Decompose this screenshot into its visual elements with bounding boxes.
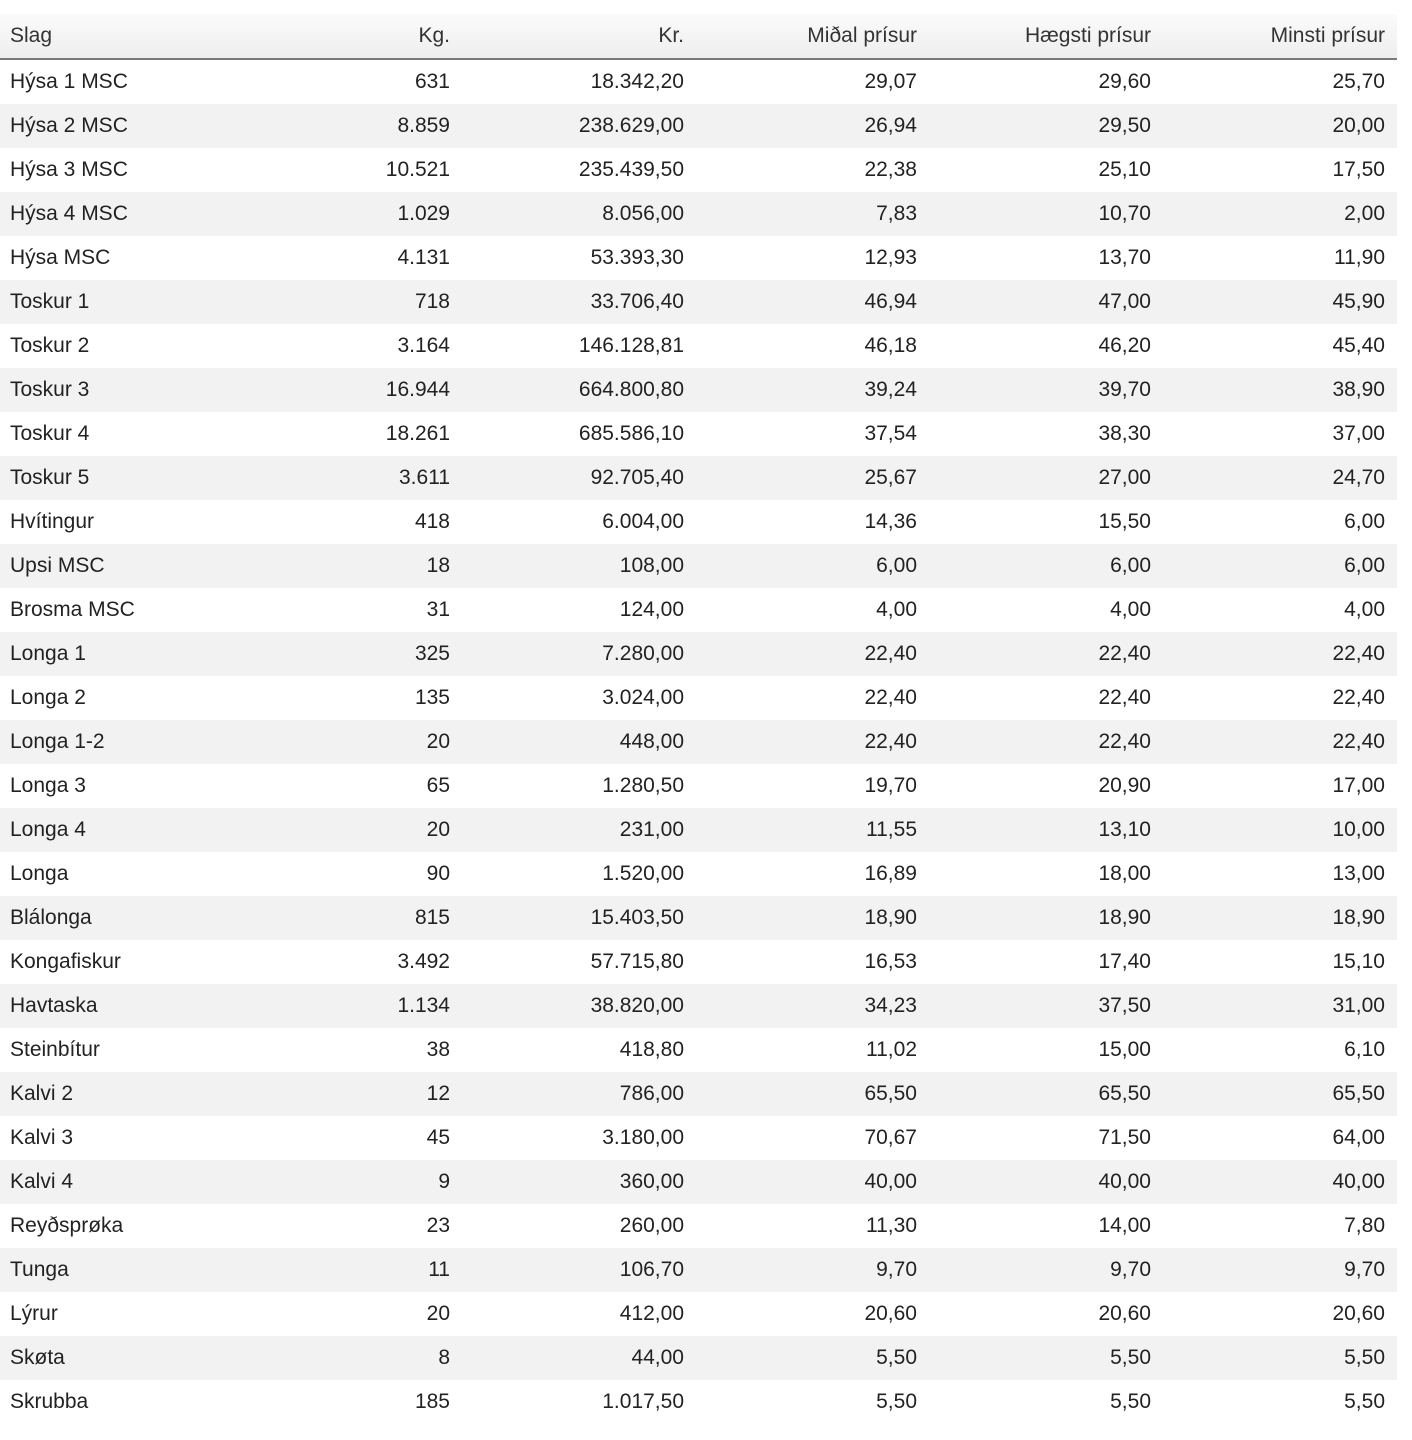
price-table-container — [0, 14, 1397, 1424]
cell-average-price: 11,30 — [866, 1214, 917, 1237]
cell-average-price: 46,94 — [696, 280, 929, 324]
cell-lowest-price: 24,70 — [1163, 456, 1397, 500]
cell-kg: 9 — [220, 1160, 462, 1204]
column-header-average-price[interactable]: Miðal prísur — [696, 14, 929, 59]
cell-kr: 92.705,40 — [462, 456, 696, 500]
cell-highest-price: 27,00 — [929, 456, 1163, 500]
cell-average-price: 37,54 — [864, 422, 917, 445]
cell-kr: 664.800,80 — [462, 368, 696, 412]
cell-lowest-price: 6,00 — [1163, 544, 1397, 588]
cell-highest-price: 6,00 — [929, 544, 1163, 588]
price-table — [0, 14, 1397, 1424]
table-row — [0, 59, 1397, 104]
cell-kr: 6.004,00 — [602, 510, 684, 533]
cell-lowest-price: 4,00 — [1344, 598, 1385, 621]
cell-average-price: 22,40 — [864, 686, 917, 709]
table-row — [0, 148, 1397, 192]
table-row — [0, 852, 1397, 896]
cell-kg: 8 — [220, 1336, 462, 1380]
cell-highest-price: 10,70 — [929, 192, 1163, 236]
cell-kg: 631 — [414, 70, 450, 93]
cell-kg: 23 — [426, 1214, 450, 1237]
table-row — [0, 940, 1397, 984]
cell-slag: Reyðsprøka — [10, 1214, 124, 1237]
cell-slag: Hýsa 2 MSC — [0, 104, 220, 148]
header-row — [0, 14, 1397, 59]
cell-slag: Toskur 2 — [10, 334, 90, 357]
cell-kg: 3.611 — [220, 456, 462, 500]
cell-average-price: 16,89 — [864, 862, 917, 885]
cell-slag: Havtaska — [0, 984, 220, 1028]
cell-kr: 235.439,50 — [578, 158, 684, 181]
cell-slag: Toskur 1 — [0, 280, 220, 324]
cell-lowest-price: 9,70 — [1163, 1248, 1397, 1292]
cell-kg: 20 — [220, 808, 462, 852]
cell-lowest-price: 45,90 — [1163, 280, 1397, 324]
cell-highest-price: 47,00 — [929, 280, 1163, 324]
cell-highest-price: 4,00 — [1110, 598, 1151, 621]
cell-highest-price: 39,70 — [929, 368, 1163, 412]
cell-kg: 815 — [220, 896, 462, 940]
cell-kg: 418 — [414, 510, 450, 533]
table-row — [0, 1336, 1397, 1380]
cell-average-price: 20,60 — [864, 1302, 917, 1325]
cell-lowest-price: 18,90 — [1163, 896, 1397, 940]
cell-lowest-price: 6,10 — [1344, 1038, 1385, 1061]
cell-slag: Longa 3 — [10, 774, 86, 797]
cell-lowest-price: 17,50 — [1332, 158, 1385, 181]
cell-highest-price: 13,10 — [929, 808, 1163, 852]
cell-kr: 260,00 — [619, 1214, 684, 1237]
cell-kr: 33.706,40 — [462, 280, 696, 324]
table-row — [0, 1072, 1397, 1116]
cell-slag: Tunga — [0, 1248, 220, 1292]
cell-kr: 108,00 — [462, 544, 696, 588]
cell-lowest-price: 31,00 — [1163, 984, 1397, 1028]
cell-average-price: 4,00 — [876, 598, 917, 621]
cell-kr: 1.520,00 — [602, 862, 684, 885]
cell-lowest-price: 38,90 — [1163, 368, 1397, 412]
cell-lowest-price: 22,40 — [1163, 632, 1397, 676]
cell-highest-price: 5,50 — [1110, 1390, 1151, 1413]
table-row — [0, 280, 1397, 324]
cell-highest-price: 20,90 — [1098, 774, 1151, 797]
cell-slag: Skrubba — [10, 1390, 89, 1413]
cell-average-price: 9,70 — [696, 1248, 929, 1292]
cell-slag: Hýsa 3 MSC — [10, 158, 128, 181]
cell-kr: 7.280,00 — [462, 632, 696, 676]
cell-slag: Longa 2 — [10, 686, 86, 709]
table-row — [0, 368, 1397, 412]
column-header-kr[interactable]: Kr. — [462, 14, 696, 59]
cell-kr: 3.180,00 — [602, 1126, 684, 1149]
table-row — [0, 1116, 1397, 1160]
table-row — [0, 1248, 1397, 1292]
cell-slag: Toskur 5 — [0, 456, 220, 500]
cell-highest-price: 65,50 — [929, 1072, 1163, 1116]
cell-lowest-price: 25,70 — [1332, 70, 1385, 93]
cell-slag: Lýrur — [10, 1302, 58, 1325]
cell-kg: 8.859 — [220, 104, 462, 148]
cell-lowest-price: 5,50 — [1344, 1390, 1385, 1413]
column-header-slag[interactable]: Slag — [0, 14, 220, 59]
cell-kg: 20 — [220, 720, 462, 764]
cell-kg: 4.131 — [397, 246, 450, 269]
table-row — [0, 1380, 1397, 1424]
cell-kr: 106,70 — [462, 1248, 696, 1292]
cell-slag: Kalvi 3 — [10, 1126, 74, 1149]
cell-kg: 135 — [414, 686, 450, 709]
cell-slag: Upsi MSC — [0, 544, 220, 588]
cell-average-price: 5,50 — [696, 1336, 929, 1380]
cell-highest-price: 18,90 — [929, 896, 1163, 940]
column-header-kg[interactable]: Kg. — [220, 14, 462, 59]
cell-kg: 185 — [414, 1390, 450, 1413]
cell-kr: 124,00 — [619, 598, 684, 621]
cell-average-price: 19,70 — [864, 774, 917, 797]
cell-kr: 1.280,50 — [602, 774, 684, 797]
cell-slag: Kalvi 4 — [0, 1160, 220, 1204]
cell-kg: 3.164 — [397, 334, 450, 357]
cell-lowest-price: 17,00 — [1332, 774, 1385, 797]
cell-average-price: 25,67 — [696, 456, 929, 500]
table-row — [0, 720, 1397, 764]
cell-lowest-price: 11,90 — [1334, 246, 1385, 269]
cell-average-price: 11,55 — [696, 808, 929, 852]
table-row — [0, 324, 1397, 368]
cell-average-price: 70,67 — [864, 1126, 917, 1149]
table-row — [0, 588, 1397, 632]
table-body — [0, 59, 1397, 1424]
table-header — [0, 14, 1397, 59]
cell-highest-price: 17,40 — [1098, 950, 1151, 973]
cell-average-price: 7,83 — [696, 192, 929, 236]
cell-slag: Toskur 3 — [0, 368, 220, 412]
cell-average-price: 22,40 — [696, 720, 929, 764]
cell-lowest-price: 7,80 — [1344, 1214, 1385, 1237]
cell-average-price: 12,93 — [864, 246, 917, 269]
cell-average-price: 5,50 — [876, 1390, 917, 1413]
cell-lowest-price: 37,00 — [1332, 422, 1385, 445]
cell-slag: Steinbítur — [10, 1038, 100, 1061]
cell-highest-price: 22,40 — [929, 720, 1163, 764]
cell-average-price: 22,38 — [864, 158, 917, 181]
cell-lowest-price: 45,40 — [1332, 334, 1385, 357]
cell-lowest-price: 15,10 — [1332, 950, 1385, 973]
cell-slag: Hýsa MSC — [10, 246, 111, 269]
table-row — [0, 632, 1397, 676]
cell-average-price: 40,00 — [696, 1160, 929, 1204]
cell-slag: Kongafiskur — [10, 950, 121, 973]
cell-lowest-price: 65,50 — [1163, 1072, 1397, 1116]
cell-kr: 418,80 — [619, 1038, 684, 1061]
cell-kg: 1.029 — [220, 192, 462, 236]
cell-kg: 1.134 — [220, 984, 462, 1028]
cell-highest-price: 29,50 — [929, 104, 1163, 148]
table-row — [0, 544, 1397, 588]
cell-kg: 3.492 — [397, 950, 450, 973]
cell-kg: 20 — [426, 1302, 450, 1325]
cell-kg: 38 — [426, 1038, 450, 1061]
cell-kr: 44,00 — [462, 1336, 696, 1380]
cell-highest-price: 22,40 — [1098, 686, 1151, 709]
cell-kr: 18.342,20 — [590, 70, 684, 93]
cell-highest-price: 40,00 — [929, 1160, 1163, 1204]
cell-kg: 18.261 — [385, 422, 450, 445]
cell-slag: Longa 1 — [0, 632, 220, 676]
table-row — [0, 676, 1397, 720]
cell-slag: Longa — [10, 862, 69, 885]
cell-kg: 18 — [220, 544, 462, 588]
cell-kg: 45 — [426, 1126, 450, 1149]
cell-kr: 53.393,30 — [590, 246, 684, 269]
cell-average-price: 39,24 — [696, 368, 929, 412]
cell-average-price: 46,18 — [864, 334, 917, 357]
column-header-lowest-price[interactable]: Minsti prísur — [1163, 14, 1397, 59]
cell-highest-price: 13,70 — [1098, 246, 1151, 269]
cell-kr: 8.056,00 — [462, 192, 696, 236]
cell-slag: Blálonga — [0, 896, 220, 940]
cell-highest-price: 38,30 — [1098, 422, 1151, 445]
cell-lowest-price: 20,60 — [1332, 1302, 1385, 1325]
cell-slag: Hýsa 1 MSC — [10, 70, 128, 93]
cell-slag: Longa 1-2 — [0, 720, 220, 764]
cell-average-price: 26,94 — [696, 104, 929, 148]
table-row — [0, 984, 1397, 1028]
cell-average-price: 18,90 — [696, 896, 929, 940]
column-header-highest-price[interactable]: Hægsti prísur — [929, 14, 1163, 59]
table-row — [0, 236, 1397, 280]
cell-kg: 11 — [220, 1248, 462, 1292]
cell-average-price: 22,40 — [696, 632, 929, 676]
table-row — [0, 456, 1397, 500]
cell-highest-price: 18,00 — [1098, 862, 1151, 885]
cell-kg: 325 — [220, 632, 462, 676]
table-row — [0, 412, 1397, 456]
cell-kg: 16.944 — [220, 368, 462, 412]
cell-kr: 238.629,00 — [462, 104, 696, 148]
cell-slag: Kalvi 2 — [0, 1072, 220, 1116]
cell-slag: Hýsa 4 MSC — [0, 192, 220, 236]
table-row — [0, 192, 1397, 236]
cell-lowest-price: 20,00 — [1163, 104, 1397, 148]
cell-slag: Brosma MSC — [10, 598, 135, 621]
cell-average-price: 14,36 — [864, 510, 917, 533]
table-row — [0, 764, 1397, 808]
cell-kr: 38.820,00 — [462, 984, 696, 1028]
cell-average-price: 29,07 — [864, 70, 917, 93]
cell-lowest-price: 64,00 — [1332, 1126, 1385, 1149]
cell-average-price: 16,53 — [864, 950, 917, 973]
cell-highest-price: 15,00 — [1098, 1038, 1151, 1061]
cell-slag: Toskur 4 — [10, 422, 90, 445]
cell-kr: 15.403,50 — [462, 896, 696, 940]
cell-highest-price: 37,50 — [929, 984, 1163, 1028]
cell-lowest-price: 6,00 — [1344, 510, 1385, 533]
cell-kg: 65 — [426, 774, 450, 797]
cell-kr: 146.128,81 — [578, 334, 684, 357]
cell-kr: 1.017,50 — [602, 1390, 684, 1413]
cell-highest-price: 22,40 — [929, 632, 1163, 676]
cell-kr: 448,00 — [462, 720, 696, 764]
cell-slag: Hvítingur — [10, 510, 95, 533]
cell-kr: 3.024,00 — [602, 686, 684, 709]
cell-lowest-price: 13,00 — [1332, 862, 1385, 885]
table-row — [0, 808, 1397, 852]
cell-lowest-price: 40,00 — [1163, 1160, 1397, 1204]
cell-kg: 718 — [220, 280, 462, 324]
cell-kg: 31 — [426, 598, 450, 621]
cell-average-price: 34,23 — [696, 984, 929, 1028]
table-row — [0, 500, 1397, 544]
table-row — [0, 1160, 1397, 1204]
cell-highest-price: 20,60 — [1098, 1302, 1151, 1325]
cell-slag: Skøta — [0, 1336, 220, 1380]
cell-kr: 786,00 — [462, 1072, 696, 1116]
cell-kr: 412,00 — [619, 1302, 684, 1325]
cell-kr: 685.586,10 — [578, 422, 684, 445]
cell-kg: 90 — [426, 862, 450, 885]
cell-highest-price: 46,20 — [1098, 334, 1151, 357]
cell-kr: 231,00 — [462, 808, 696, 852]
cell-lowest-price: 2,00 — [1163, 192, 1397, 236]
table-row — [0, 104, 1397, 148]
cell-highest-price: 9,70 — [929, 1248, 1163, 1292]
table-row — [0, 896, 1397, 940]
table-row — [0, 1028, 1397, 1072]
cell-lowest-price: 22,40 — [1332, 686, 1385, 709]
cell-highest-price: 25,10 — [1098, 158, 1151, 181]
cell-kg: 12 — [220, 1072, 462, 1116]
cell-highest-price: 71,50 — [1098, 1126, 1151, 1149]
cell-highest-price: 14,00 — [1098, 1214, 1151, 1237]
cell-kg: 10.521 — [385, 158, 450, 181]
cell-lowest-price: 5,50 — [1163, 1336, 1397, 1380]
table-row — [0, 1292, 1397, 1336]
cell-kr: 57.715,80 — [590, 950, 684, 973]
cell-average-price: 6,00 — [696, 544, 929, 588]
cell-slag: Longa 4 — [0, 808, 220, 852]
cell-highest-price: 15,50 — [1098, 510, 1151, 533]
cell-average-price: 65,50 — [696, 1072, 929, 1116]
cell-lowest-price: 22,40 — [1163, 720, 1397, 764]
cell-highest-price: 5,50 — [929, 1336, 1163, 1380]
cell-average-price: 11,02 — [866, 1038, 917, 1061]
cell-lowest-price: 10,00 — [1163, 808, 1397, 852]
cell-highest-price: 29,60 — [1098, 70, 1151, 93]
table-row — [0, 1204, 1397, 1248]
cell-kr: 360,00 — [462, 1160, 696, 1204]
